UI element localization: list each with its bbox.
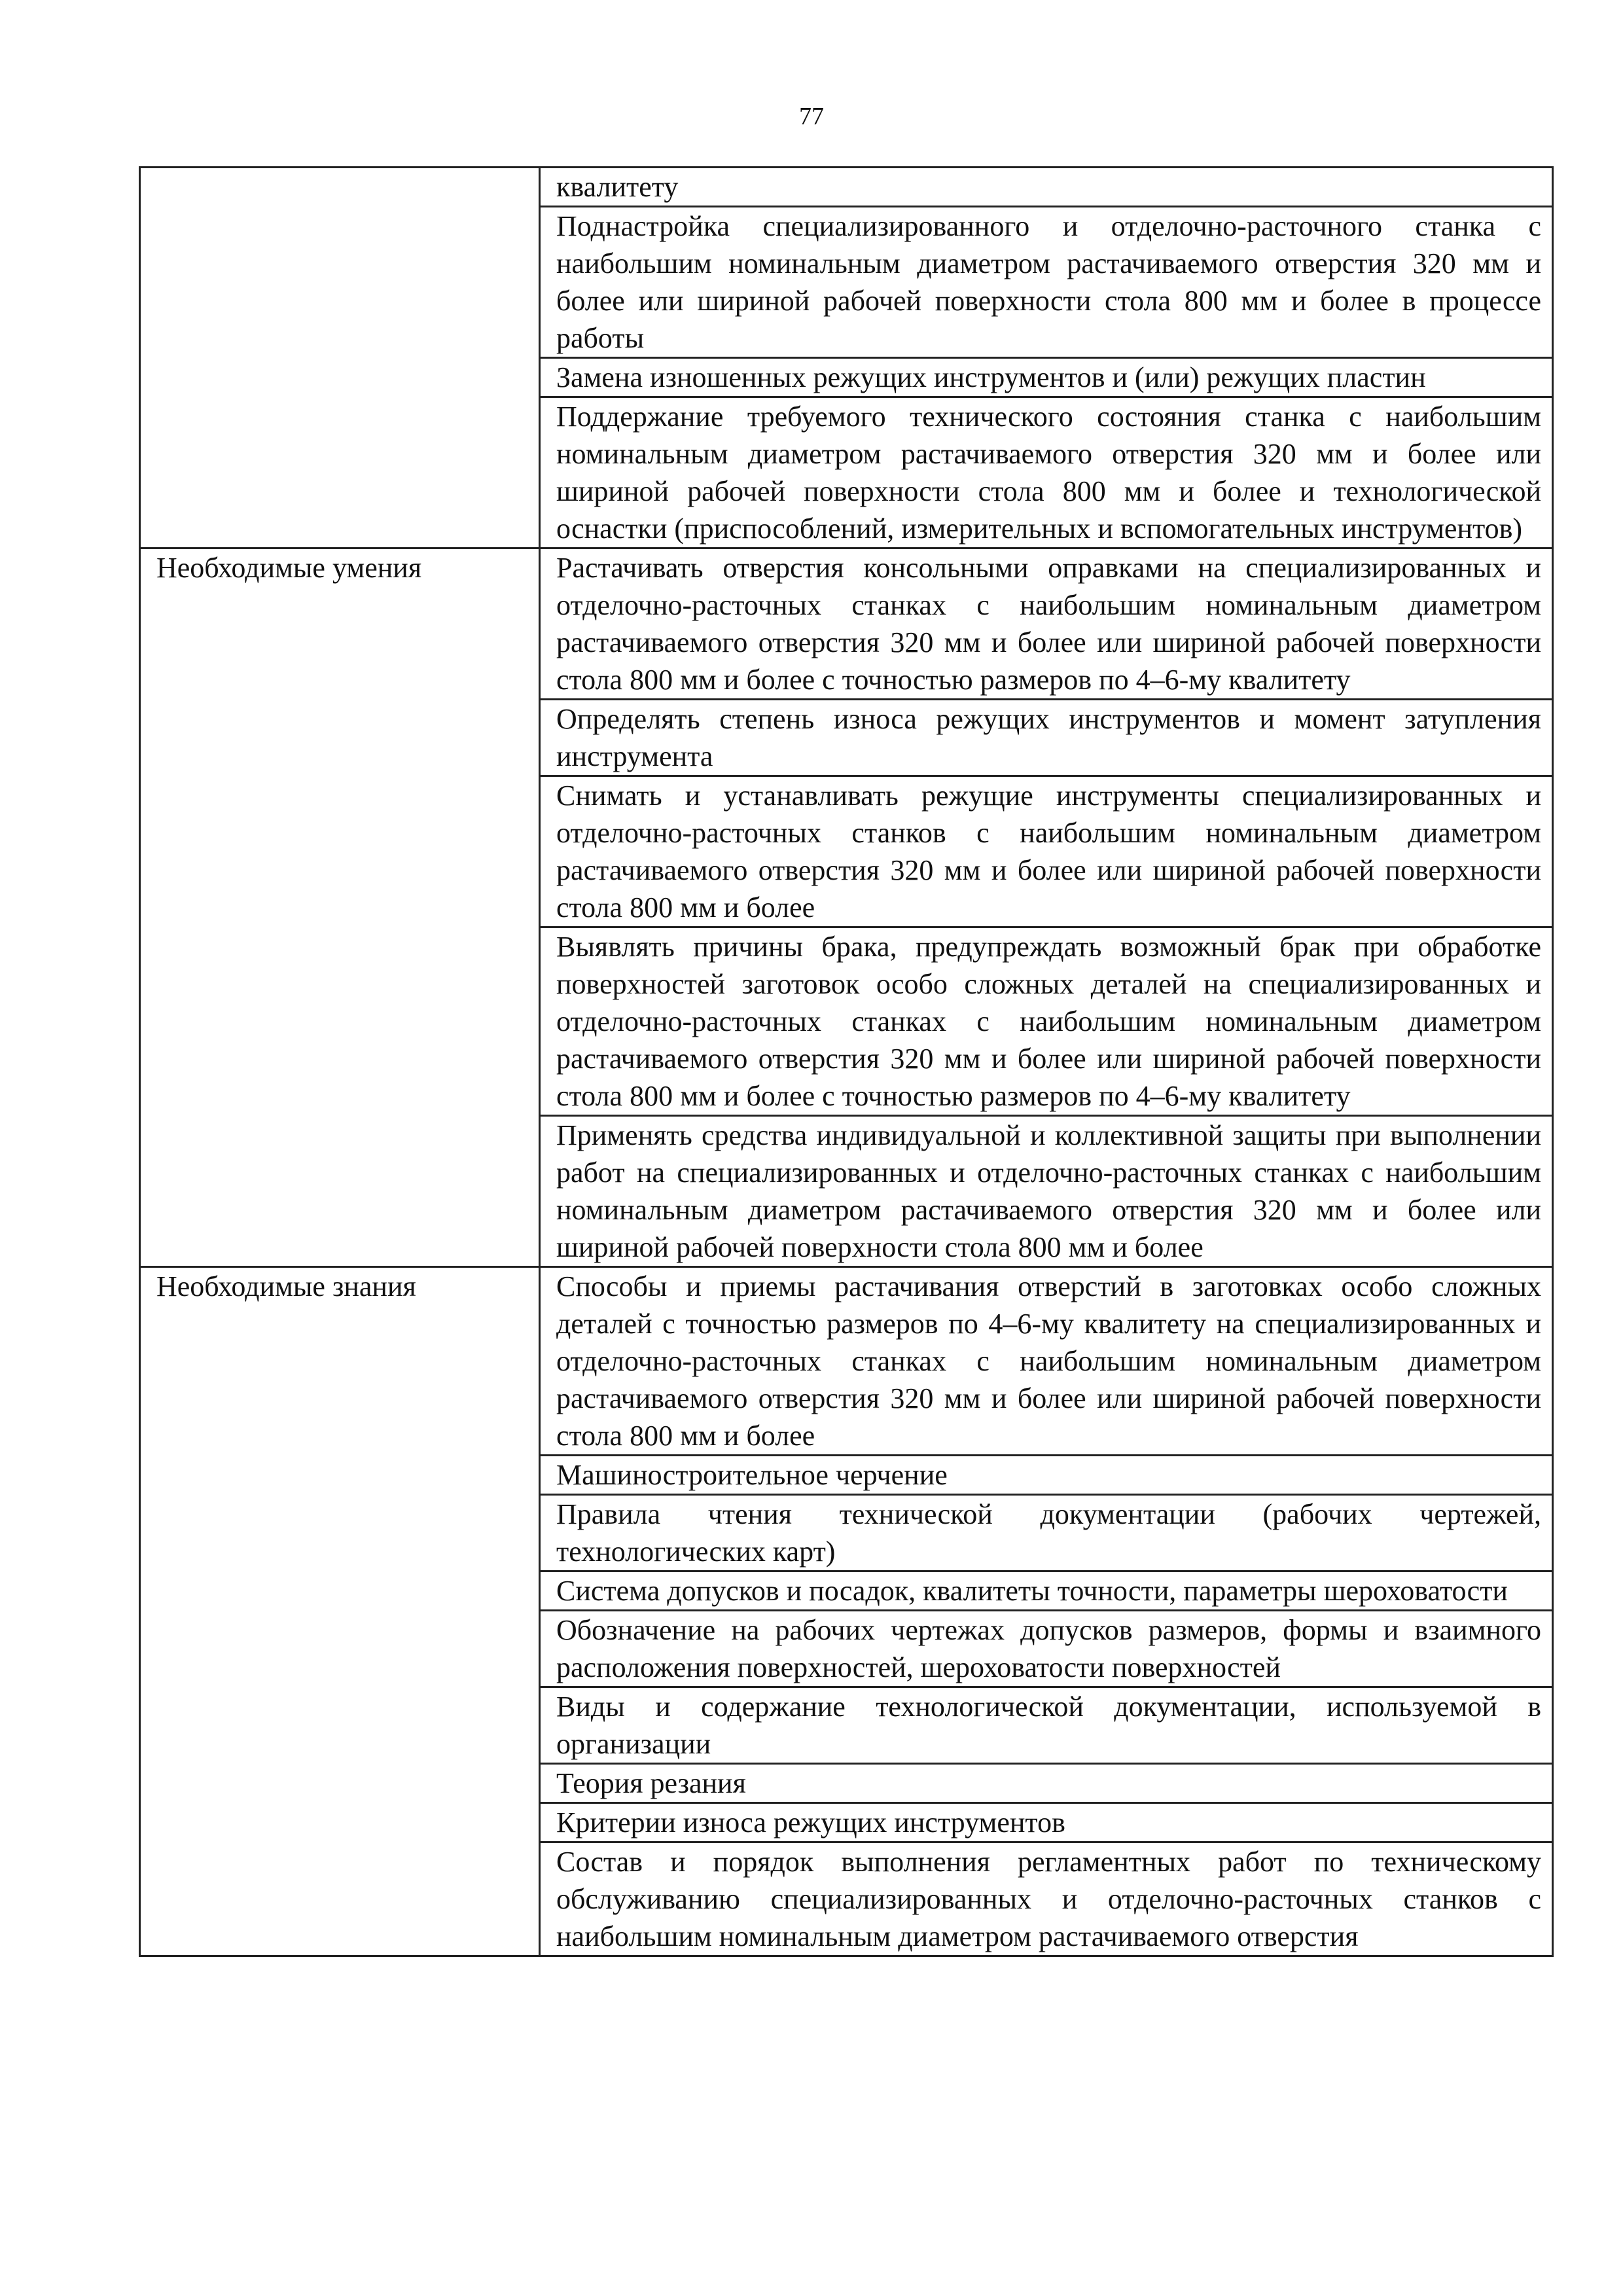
table-row bbox=[140, 1267, 1553, 1456]
table-cell: Обозначение на рабочих чертежах допусков размеров, формы и взаимного расположения поверхностей, шероховатости поверхностей bbox=[540, 1611, 1553, 1687]
table-cell: Замена изношенных режущих инструментов и (или) режущих пластин bbox=[540, 358, 1553, 397]
table-cell: Критерии износа режущих инструментов bbox=[540, 1803, 1553, 1842]
table-row bbox=[140, 168, 1553, 207]
table-cell: Способы и приемы растачивания отверстий в заготовках особо сложных деталей с точностью размеров по 4–6-му квалитету на специализированных и отделочно-расточных станках с наибольшим номинальным диаметром растачиваемого отверстия 320 мм и более или шириной рабочей поверхности стола 800 мм и более bbox=[540, 1267, 1553, 1456]
table-cell: квалитету bbox=[540, 168, 1553, 207]
table-cell: Поднастройка специализированного и отделочно-расточного станка с наибольшим номинальным диаметром растачиваемого отверстия 320 мм и более или шириной рабочей поверхности стола 800 мм и более в процессе работы bbox=[540, 207, 1553, 358]
table-cell: Состав и порядок выполнения регламентных работ по техническому обслуживанию специализированных и отделочно-расточных станков с наибольшим номинальным диаметром растачиваемого отверстия bbox=[540, 1842, 1553, 1956]
qualification-table bbox=[139, 166, 1554, 1957]
table-cell: Применять средства индивидуальной и коллективной защиты при выполнении работ на специализированных и отделочно-расточных станках с наибольшим номинальным диаметром растачиваемого отверстия 320 мм и более или шириной рабочей поверхности стола 800 мм и более bbox=[540, 1116, 1553, 1267]
table-cell: Правила чтения технической документации (рабочих чертежей, технологических карт) bbox=[540, 1495, 1553, 1571]
section-label-knowledge: Необходимые знания bbox=[140, 1267, 540, 1956]
table-cell: Определять степень износа режущих инструментов и момент затупления инструмента bbox=[540, 700, 1553, 776]
table-row bbox=[140, 548, 1553, 700]
page-number: 77 bbox=[799, 103, 824, 130]
table-cell: Теория резания bbox=[540, 1764, 1553, 1803]
table-cell: Машиностроительное черчение bbox=[540, 1456, 1553, 1495]
section-label-continuation bbox=[140, 168, 540, 548]
table-cell: Выявлять причины брака, предупреждать возможный брак при обработке поверхностей заготовок особо сложных деталей на специализированных и отделочно-расточных станках с наибольшим номинальным диаметром растачиваемого отверстия 320 мм и более или шириной рабочей поверхности стола 800 мм и более с точностью размеров по 4–6-му квалитету bbox=[540, 927, 1553, 1116]
section-label-skills: Необходимые умения bbox=[140, 548, 540, 1267]
table-cell: Поддержание требуемого технического состояния станка с наибольшим номинальным диаметром растачиваемого отверстия 320 мм и более или шириной рабочей поверхности стола 800 мм и более и технологической оснастки (приспособлений, измерительных и вспомогательных инструментов) bbox=[540, 397, 1553, 548]
table-cell: Растачивать отверстия консольными оправками на специализированных и отделочно-расточных станках с наибольшим номинальным диаметром растачиваемого отверстия 320 мм и более или шириной рабочей поверхности стола 800 мм и более с точностью размеров по 4–6-му квалитету bbox=[540, 548, 1553, 700]
table-cell: Виды и содержание технологической документации, используемой в организации bbox=[540, 1687, 1553, 1764]
table-cell: Система допусков и посадок, квалитеты точности, параметры шероховатости bbox=[540, 1571, 1553, 1611]
table-cell: Снимать и устанавливать режущие инструменты специализированных и отделочно-расточных станков с наибольшим номинальным диаметром растачиваемого отверстия 320 мм и более или шириной рабочей поверхности стола 800 мм и более bbox=[540, 776, 1553, 927]
